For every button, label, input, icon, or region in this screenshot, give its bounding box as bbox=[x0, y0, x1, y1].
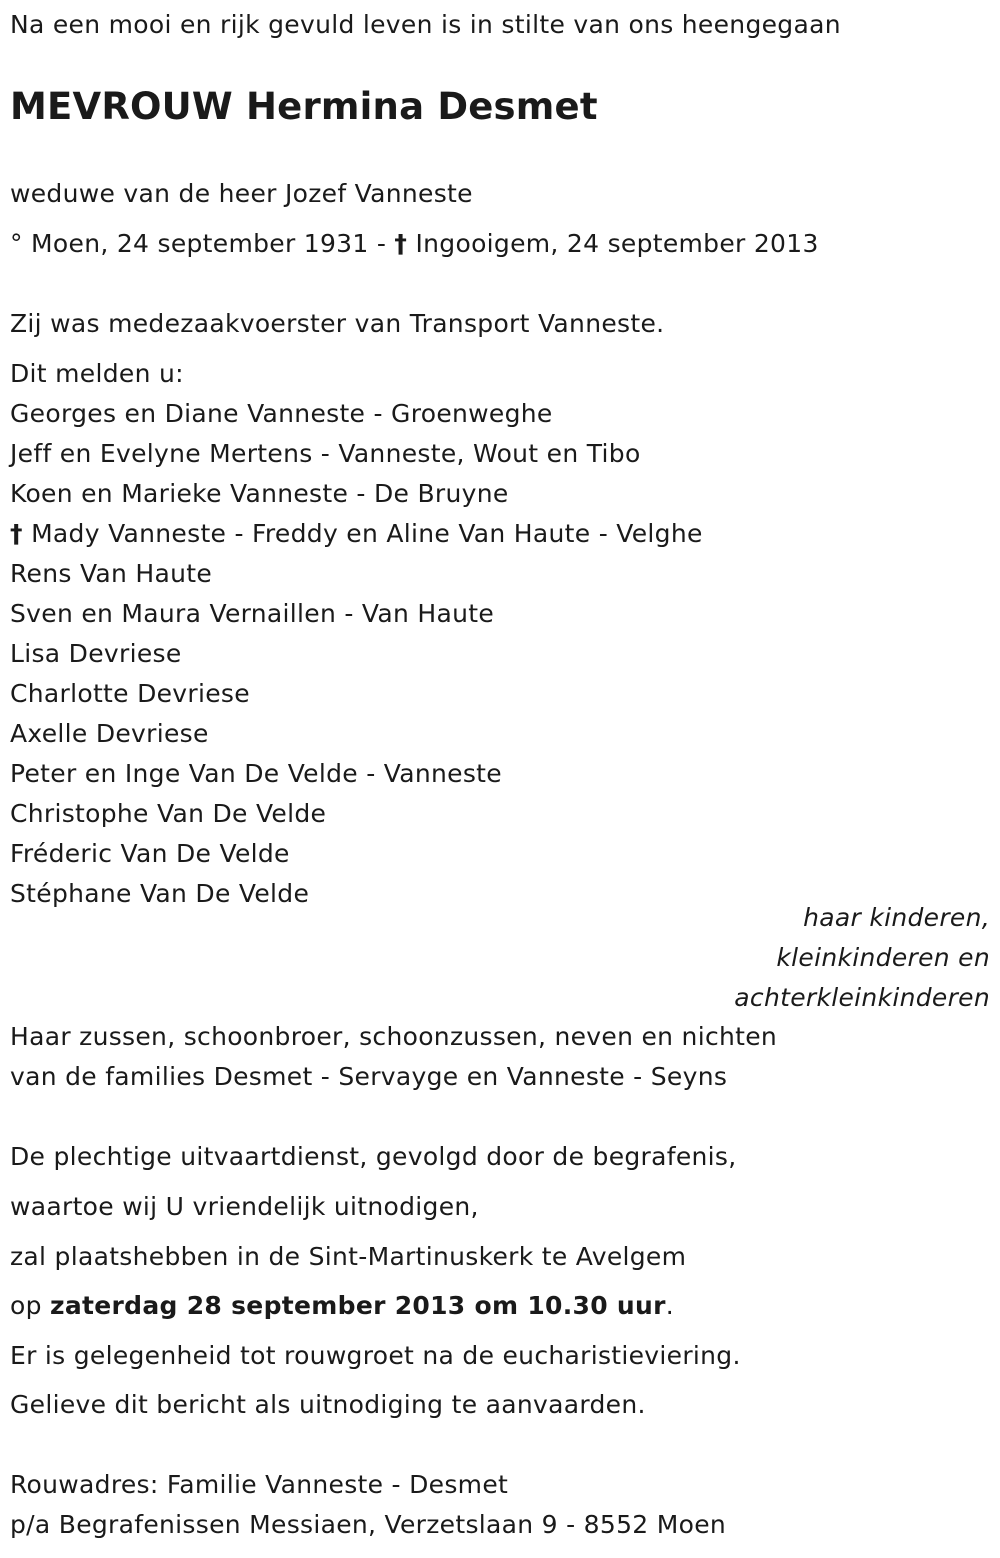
list-item: Axelle Devriese bbox=[10, 719, 209, 748]
service-date-line bbox=[10, 1293, 674, 1318]
service-date-suffix: . bbox=[665, 1291, 674, 1320]
caption-line: haar kinderen, bbox=[803, 903, 990, 932]
extended-family-line: Haar zussen, schoonbroer, schoonzussen, neven en nichten bbox=[10, 1022, 778, 1051]
list-item: Rens Van Haute bbox=[10, 559, 213, 588]
service-date-prefix: op bbox=[10, 1291, 42, 1320]
list-item: Jeff en Evelyne Mertens - Vanneste, Wout en Tibo bbox=[10, 439, 641, 468]
list-item: Sven en Maura Vernaillen - Van Haute bbox=[10, 599, 495, 628]
address-line: p/a Begrafenissen Messiaen, Verzetslaan 9 - 8552 Moen bbox=[10, 1510, 727, 1539]
list-item: Stéphane Van De Velde bbox=[10, 879, 310, 908]
caption-line: achterkleinkinderen bbox=[734, 983, 990, 1012]
death-text: Ingooigem, 24 september 2013 bbox=[415, 229, 819, 258]
service-line: zal plaatshebben in de Sint-Martinuskerk te Avelgem bbox=[10, 1242, 687, 1271]
service-line: Er is gelegenheid tot rouwgroet na de eucharistieviering. bbox=[10, 1341, 741, 1370]
list-item: Christophe Van De Velde bbox=[10, 799, 327, 828]
announce-intro: Dit melden u: bbox=[10, 359, 184, 388]
service-line: Gelieve dit bericht als uitnodiging te aanvaarden. bbox=[10, 1390, 646, 1419]
service-date: zaterdag 28 september 2013 om 10.30 uur bbox=[50, 1291, 666, 1320]
list-item: Koen en Marieke Vanneste - De Bruyne bbox=[10, 479, 509, 508]
birth-text: ° Moen, 24 september 1931 - bbox=[10, 229, 387, 258]
deceased-name: MEVROUW Hermina Desmet bbox=[10, 85, 598, 128]
caption-line: kleinkinderen en bbox=[776, 943, 990, 972]
list-item: Peter en Inge Van De Velde - Vanneste bbox=[10, 759, 502, 788]
service-line: De plechtige uitvaartdienst, gevolgd door de begrafenis, bbox=[10, 1142, 737, 1171]
list-item-deceased bbox=[10, 521, 703, 546]
list-item-label: Mady Vanneste - Freddy en Aline Van Haute - Velghe bbox=[31, 519, 703, 548]
list-item: Georges en Diane Vanneste - Groenweghe bbox=[10, 399, 553, 428]
service-line: waartoe wij U vriendelijk uitnodigen, bbox=[10, 1192, 479, 1221]
life-dates bbox=[10, 231, 819, 256]
cross-icon: † bbox=[10, 519, 23, 548]
list-item: Charlotte Devriese bbox=[10, 679, 250, 708]
widow-of-text: weduwe van de heer Jozef Vanneste bbox=[10, 179, 473, 208]
occupation-text: Zij was medezaakvoerster van Transport Vanneste. bbox=[10, 309, 665, 338]
address-line: Rouwadres: Familie Vanneste - Desmet bbox=[10, 1470, 509, 1499]
intro-text: Na een mooi en rijk gevuld leven is in stilte van ons heengegaan bbox=[10, 10, 841, 39]
cross-icon: † bbox=[394, 229, 408, 258]
list-item: Lisa Devriese bbox=[10, 639, 182, 668]
extended-family-line: van de families Desmet - Servayge en Vanneste - Seyns bbox=[10, 1062, 728, 1091]
list-item: Fréderic Van De Velde bbox=[10, 839, 290, 868]
